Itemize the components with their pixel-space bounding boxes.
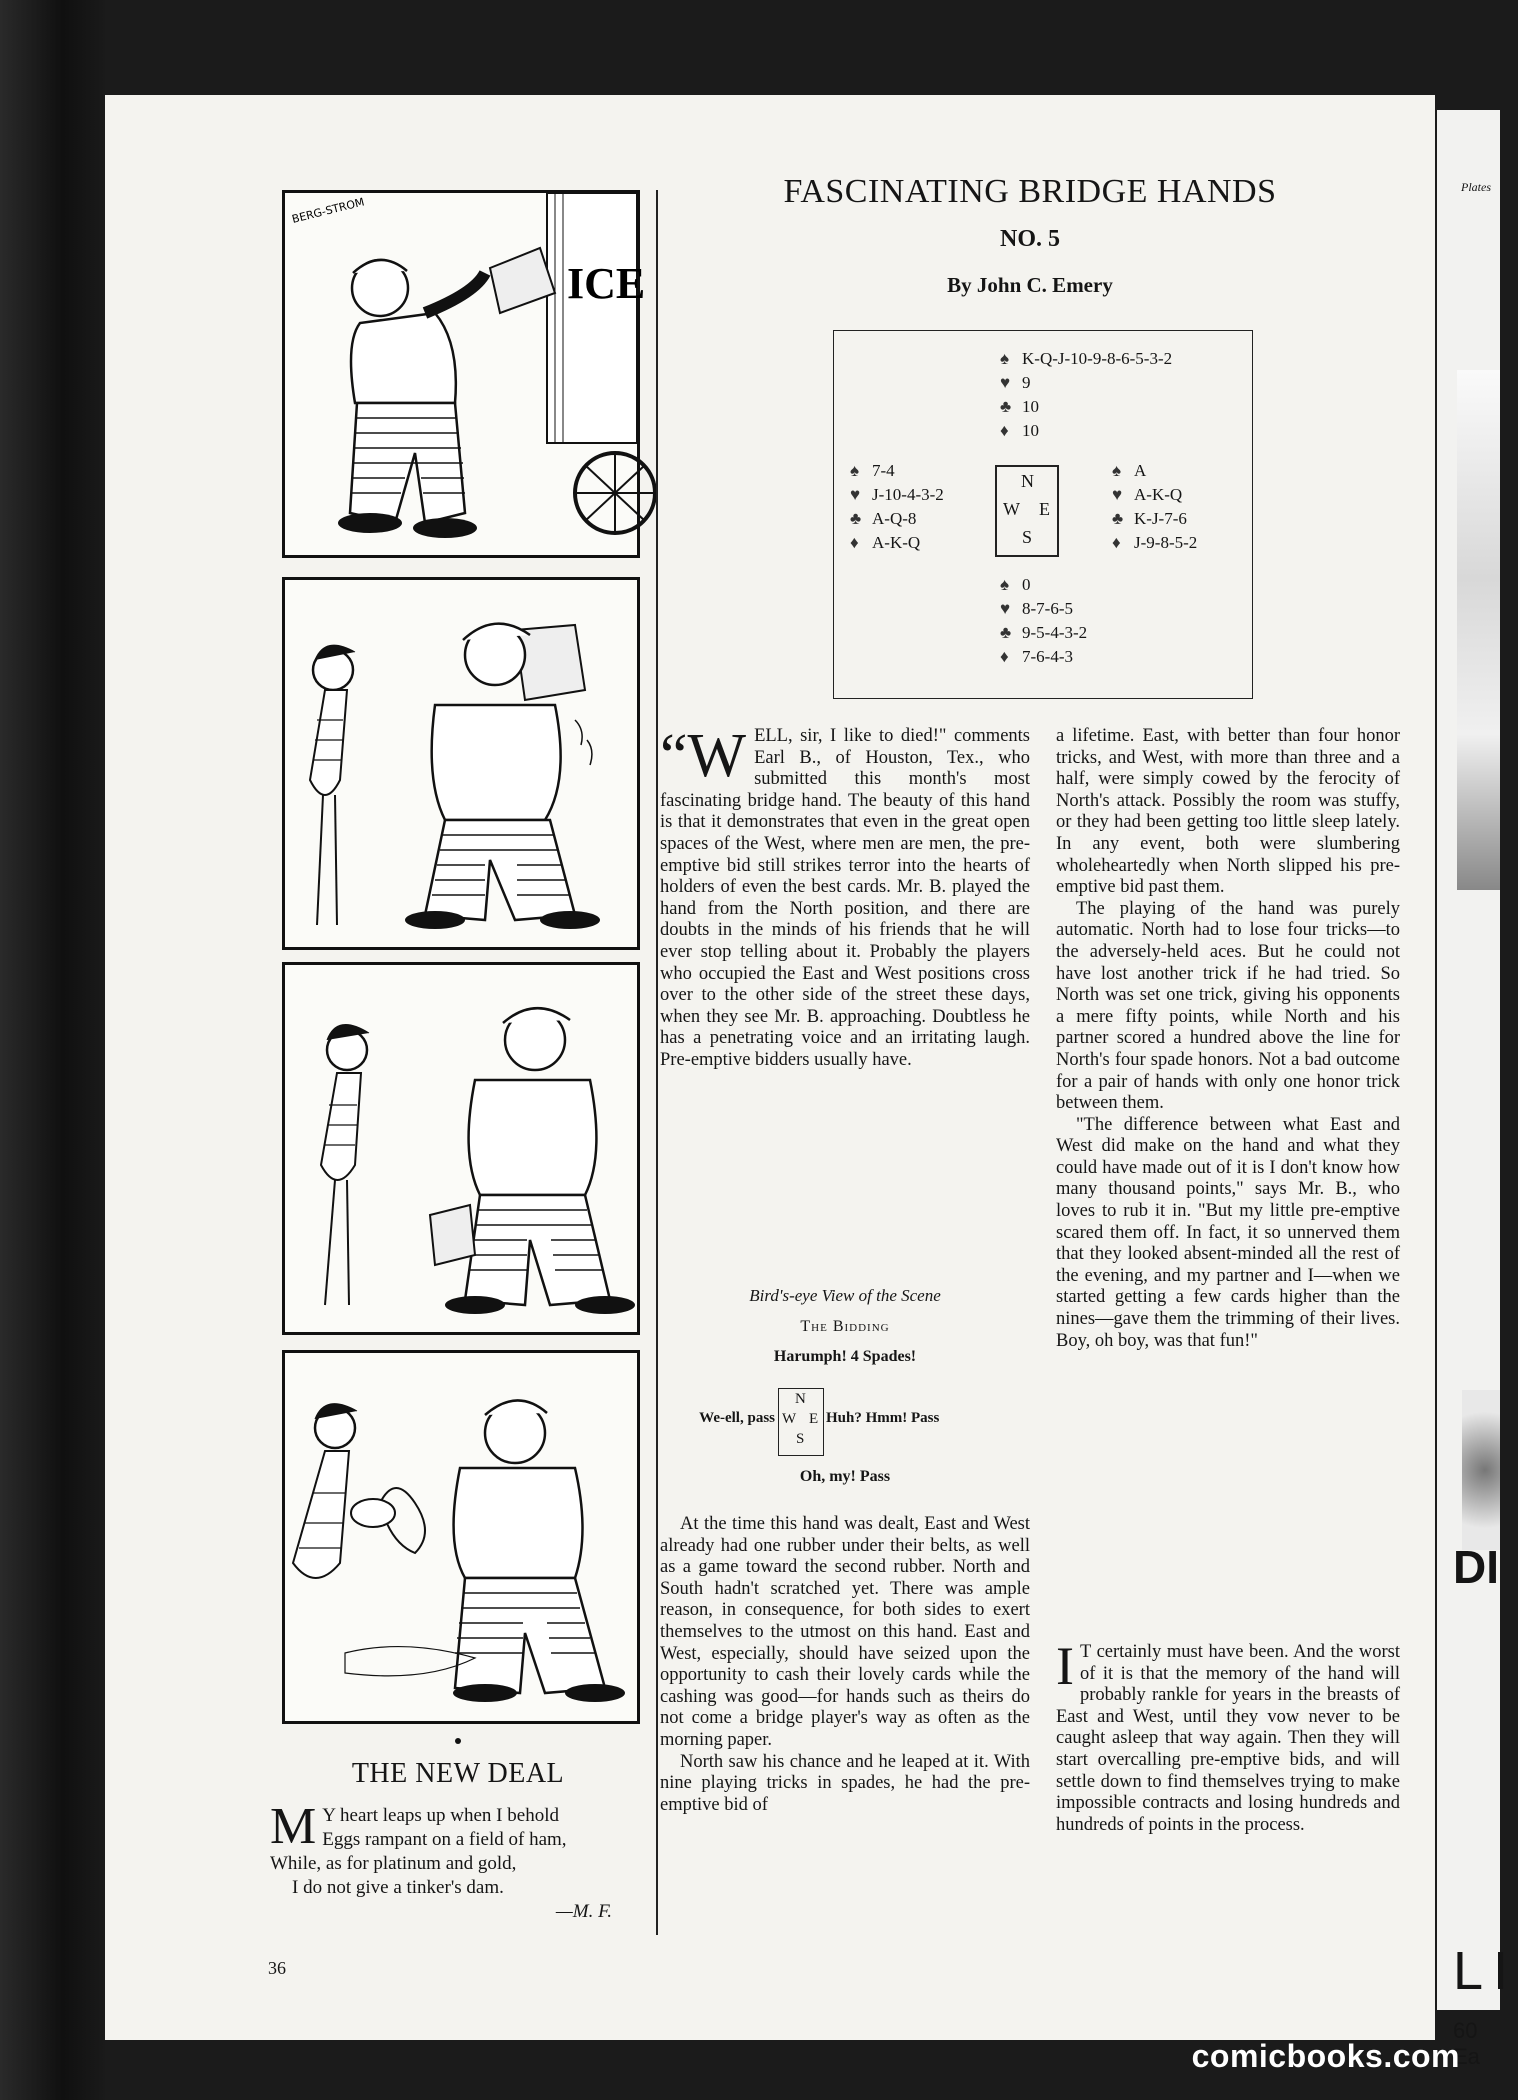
poem-line-4: I do not give a tinker's dam. <box>292 1877 504 1898</box>
poem-line-2: Eggs rampant on a field of ham, <box>322 1829 567 1850</box>
facing-page-edge <box>1437 110 1518 2069</box>
facing-page-corner-text: Plates <box>1461 180 1491 194</box>
article-subtitle: NO. 5 <box>1000 226 1060 252</box>
east-spades: A <box>1134 461 1147 480</box>
paragraph-5: The playing of the hand was purely automatic. North had to lose four tricks—to the adversely-held aces. But he could not have lost another trick if he had tried. So North was set one trick, giving his opponents a mere fifty points, while North and his partner scored a hundred above the line for North's four spade honors. Not a bad outcome for a pair of hands with only one honor trick between them. <box>1056 898 1400 1114</box>
poem-line-1: Y heart leaps up when I behold <box>322 1805 559 1826</box>
ice-sign: ICE <box>567 259 646 308</box>
diamond-icon: ♦ <box>850 533 859 552</box>
woman-and-iceman-drawing-4 <box>285 1353 637 1721</box>
heart-icon: ♥ <box>1112 485 1123 504</box>
woman-and-iceman-drawing-2 <box>285 580 637 947</box>
south-hand <box>1000 573 1087 669</box>
bid-compass-west: W <box>782 1411 797 1427</box>
site-watermark: comicbooks.com <box>1191 2038 1460 2074</box>
article-column-1-top <box>660 722 1030 1072</box>
facing-page-logo-fragment: LI <box>1453 1941 1518 2001</box>
woman-and-iceman-drawing-3 <box>285 965 637 1332</box>
heart-icon: ♥ <box>850 485 861 504</box>
compass-east: E <box>1039 499 1050 519</box>
east-diamonds: J-9-8-5-2 <box>1134 533 1198 552</box>
column-divider <box>656 190 658 1935</box>
paragraph-4: a lifetime. East, with better than four honor tricks, and West, with more than three and a half, were simply cowed by the ferocity of North's attack. Possibly the room was stuffy, or they had been getting too little sleep lately. In any event, both were slumbering wholeheartedly when North slipped his pre-emptive bid past them. <box>1056 726 1400 898</box>
dropcap-letter: W <box>687 722 747 790</box>
poem-title: THE NEW DEAL <box>351 1758 565 1789</box>
north-hand <box>1000 347 1172 443</box>
diamond-icon: ♦ <box>1000 647 1009 666</box>
facing-page-heading-fragment: DI <box>1453 1541 1499 1593</box>
poem-line-3: While, as for platinum and gold, <box>270 1853 517 1874</box>
bidding-compass-box <box>778 1388 824 1456</box>
bid-compass-north: N <box>795 1391 806 1407</box>
west-clubs: A-Q-8 <box>872 509 917 528</box>
bullet-ornament <box>455 1738 461 1744</box>
south-diamonds: 7-6-4-3 <box>1022 647 1073 666</box>
west-diamonds: A-K-Q <box>872 533 921 552</box>
paragraph-opening <box>660 722 1030 1072</box>
club-icon: ♣ <box>1000 397 1012 416</box>
south-spades: 0 <box>1022 575 1031 594</box>
page-number: 36 <box>268 1958 286 1978</box>
poem-signature: —M. F. <box>555 1901 612 1922</box>
heart-icon: ♥ <box>1000 373 1011 392</box>
cartoon-panel-2 <box>282 577 640 950</box>
compass-south: S <box>1022 527 1033 547</box>
bid-north: Harumph! 4 Spades! <box>773 1348 917 1365</box>
bid-west: We-ell, pass <box>699 1410 775 1426</box>
bidding-heading: The Bidding <box>800 1318 890 1335</box>
north-hearts: 9 <box>1022 373 1031 392</box>
byline: By John C. Emery <box>947 273 1113 297</box>
diamond-icon: ♦ <box>1000 421 1009 440</box>
north-diamonds: 10 <box>1022 421 1039 440</box>
cartoon-panel-4 <box>282 1350 640 1724</box>
south-hearts: 8-7-6-5 <box>1022 599 1073 618</box>
bid-south: Oh, my! Pass <box>799 1468 891 1485</box>
dropcap-i: I <box>1056 1636 1074 1696</box>
paragraph-7-text: T certainly must have been. And the worst of it is that the memory of the hand will probably rankle for years in the breasts of East and West, until they vow never to be caught asleep that way again. Then they will start overcalling pre-emptive bids, and will settle down to find themselves trying to make impossible contracts and losing hundreds and hundreds of points in the process. <box>1056 1642 1400 1835</box>
compass-box <box>995 465 1059 557</box>
artist-signature: BERG-STROM <box>290 195 366 226</box>
dropcap-w <box>660 722 747 790</box>
paragraph-7 <box>1056 1636 1400 1836</box>
opening-quote: “ <box>660 722 688 790</box>
bid-compass-south: S <box>796 1431 805 1447</box>
cartoon-panel-3 <box>282 962 640 1335</box>
west-spades: 7-4 <box>872 461 895 480</box>
facing-page-photo-2 <box>1462 1390 1500 1550</box>
poem-dropcap: M <box>270 1798 317 1855</box>
poem <box>270 1798 640 1924</box>
diamond-icon: ♦ <box>1112 533 1121 552</box>
article-column-1-bottom <box>660 1514 1030 1816</box>
compass-west: W <box>1003 499 1020 519</box>
bidding-caption: Bird's-eye View of the Scene <box>749 1286 941 1305</box>
heart-icon: ♥ <box>1000 599 1011 618</box>
north-clubs: 10 <box>1022 397 1039 416</box>
paragraph-1-text: ELL, sir, I like to died!" comments Earl B., of Houston, Tex., who submitted this month's most fascinating bridge hand. The beauty of this hand is that it demonstrates that even in the great open spaces of the West, where men are men, the pre-emptive bid still strikes terror into the hearts of holders of even the best cards. Mr. B. played the hand from the North position, and there are doubts in the minds of his friends that he will ever stop telling about it. Probably the players who occupied the East and West positions cross over to the other side of the street these days, when they see Mr. B. approaching. Doubtless he has a penetrating voice and an irritating laugh. Pre-emptive bidders usually have. <box>660 726 1030 1070</box>
north-spades: K-Q-J-10-9-8-6-5-3-2 <box>1022 349 1173 368</box>
spade-icon: ♠ <box>1000 575 1010 594</box>
compass-north: N <box>1021 471 1034 491</box>
spade-icon: ♠ <box>1000 349 1010 368</box>
scan-left-edge <box>0 0 105 2100</box>
west-hand <box>850 459 944 555</box>
east-hearts: A-K-Q <box>1134 485 1183 504</box>
club-icon: ♣ <box>1112 509 1124 528</box>
bridge-hand-diagram <box>833 330 1253 699</box>
paragraph-2: At the time this hand was dealt, East and West already had one rubber under their belts, as well as a game toward the second rubber. North and South hadn't scratched yet. There was ample reason, in consequence, for both sides to exert themselves to the utmost on this hand. East and West, especially, should have seized upon the opportunity to cash their lovely cards while the cashing was good—for hands such as theirs do not come a bridge player's way as often as the morning paper. <box>660 1514 1030 1750</box>
club-icon: ♣ <box>1000 623 1012 642</box>
cartoon-panel-1 <box>282 190 646 558</box>
spade-icon: ♠ <box>850 461 860 480</box>
bid-compass-east: E <box>809 1411 819 1427</box>
facing-page-photo <box>1457 370 1500 890</box>
west-hearts: J-10-4-3-2 <box>872 485 944 504</box>
article-column-2-bottom <box>1056 1636 1400 1836</box>
article-title: FASCINATING BRIDGE HANDS <box>783 173 1277 210</box>
article-column-2-top <box>1056 726 1400 1352</box>
south-clubs: 9-5-4-3-2 <box>1022 623 1088 642</box>
east-clubs: K-J-7-6 <box>1134 509 1187 528</box>
iceman-carrying-ice-drawing <box>285 193 646 555</box>
paragraph-6: "The difference between what East and West did make on the hand and what they could have made out of it is I don't know how many thousand points," says Mr. B., who loves to rub it in. "But my little pre-emptive scared them off. In fact, it so unnerved them that they looked absent-minded all the rest of the evening, and my partner and I—when we started getting a few cards higher than the nines—gave them the trimming of their lives. Boy, oh boy, was that fun!" <box>1056 1114 1400 1351</box>
facing-page-address-fragment: 60 Ea <box>1453 2018 1480 2069</box>
spade-icon: ♠ <box>1112 461 1122 480</box>
paragraph-3: North saw his chance and he leaped at it. With nine playing tricks in spades, he had the pre-emptive bid of <box>660 1751 1030 1815</box>
bid-east: Huh? Hmm! Pass <box>826 1410 940 1426</box>
east-hand <box>1112 459 1197 555</box>
club-icon: ♣ <box>850 509 862 528</box>
